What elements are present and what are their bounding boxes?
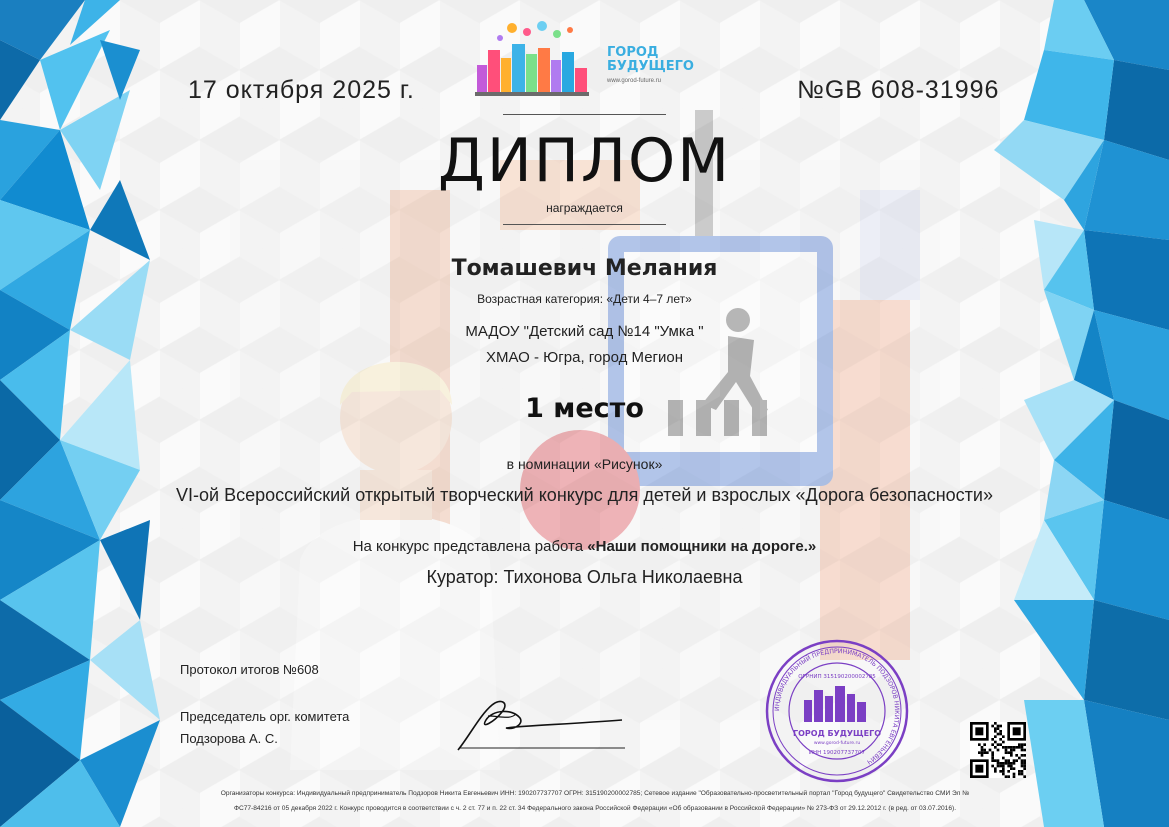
chair-name: Подзорова А. С.: [180, 731, 278, 746]
curator: Куратор: Тихонова Ольга Николаевна: [426, 567, 743, 587]
footer-legal: ФС77-84216 от 05 декабря 2022 г. Конкурс проводится в соответствии с ч. 2 ст. 77 и п. 22 ст. 34 Федерального закона Российской Федерации «Об образовании в Российской Федерации» № 273-ФЗ от 29.12.2012 г. (в ред. от 03.07.2016).: [233, 805, 957, 812]
gorod-budushchego-logo: [472, 20, 702, 100]
footer-organizers: Организаторы конкурса: Индивидуальный предприниматель Подзоров Никита Евгеньевич ИНН: 190207737707 ОГРН: 315190200002785; Сетевое издание "Образовательно-просветительный портал "Город будущего" Свидетельство СМИ Эл №: [220, 790, 970, 797]
qr-code[interactable]: [970, 722, 1026, 778]
protocol-number: Протокол итогов №608: [180, 662, 319, 677]
logo-title-line1: ГОРОД: [607, 45, 659, 60]
handwritten-signature: [450, 690, 630, 755]
stamp-ogrnip: ОГРНИП 315190200002785: [798, 674, 876, 680]
title-top-divider: [503, 114, 666, 115]
stamp-ring-text: ИНДИВИДУАЛЬНЫЙ ПРЕДПРИНИМАТЕЛЬ ПОДЗОРОВ НИКИТА ЕВГЕНЬЕВИЧ: [773, 647, 901, 766]
contest-name: VI-ой Всероссийский открытый творческий конкурс для детей и взрослых «Дорога безопасности»: [176, 485, 993, 505]
title-bottom-divider: [503, 224, 666, 225]
diploma-number: №GB 608-31996: [797, 76, 1000, 104]
logo-title-line2: БУДУЩЕГО: [607, 59, 694, 74]
location: ХМАО - Югра, город Мегион: [485, 349, 684, 366]
work-title: «Наши помощники на дороге.»: [587, 538, 817, 555]
work-prefix: На конкурс представлена работа: [352, 538, 584, 555]
logo-url: www.gorod-future.ru: [607, 78, 662, 84]
organization: МАДОУ "Детский сад №14 "Умка ": [465, 323, 704, 340]
official-stamp: [764, 638, 910, 784]
submitted-work: [0, 538, 1169, 555]
recipient-name: Томашевич Мелания: [451, 256, 718, 281]
diploma-title: ДИПЛОМ: [438, 126, 731, 196]
stamp-center-text: ГОРОД БУДУЩЕГО: [793, 729, 881, 738]
city-skyline-icon: [472, 20, 597, 100]
logo-title: [607, 46, 694, 74]
chair-role: Председатель орг. комитета: [180, 709, 350, 724]
stamp-inn: ИНН 190207737707: [808, 750, 866, 756]
nomination: в номинации «Рисунок»: [506, 456, 663, 472]
issue-date: 17 октября 2025 г.: [188, 76, 415, 104]
stamp-center-url: www.gorod-future.ru: [813, 741, 861, 746]
awarded-label: награждается: [546, 201, 623, 215]
age-category: Возрастная категория: «Дети 4–7 лет»: [477, 292, 692, 306]
place-award: 1 место: [525, 393, 644, 424]
